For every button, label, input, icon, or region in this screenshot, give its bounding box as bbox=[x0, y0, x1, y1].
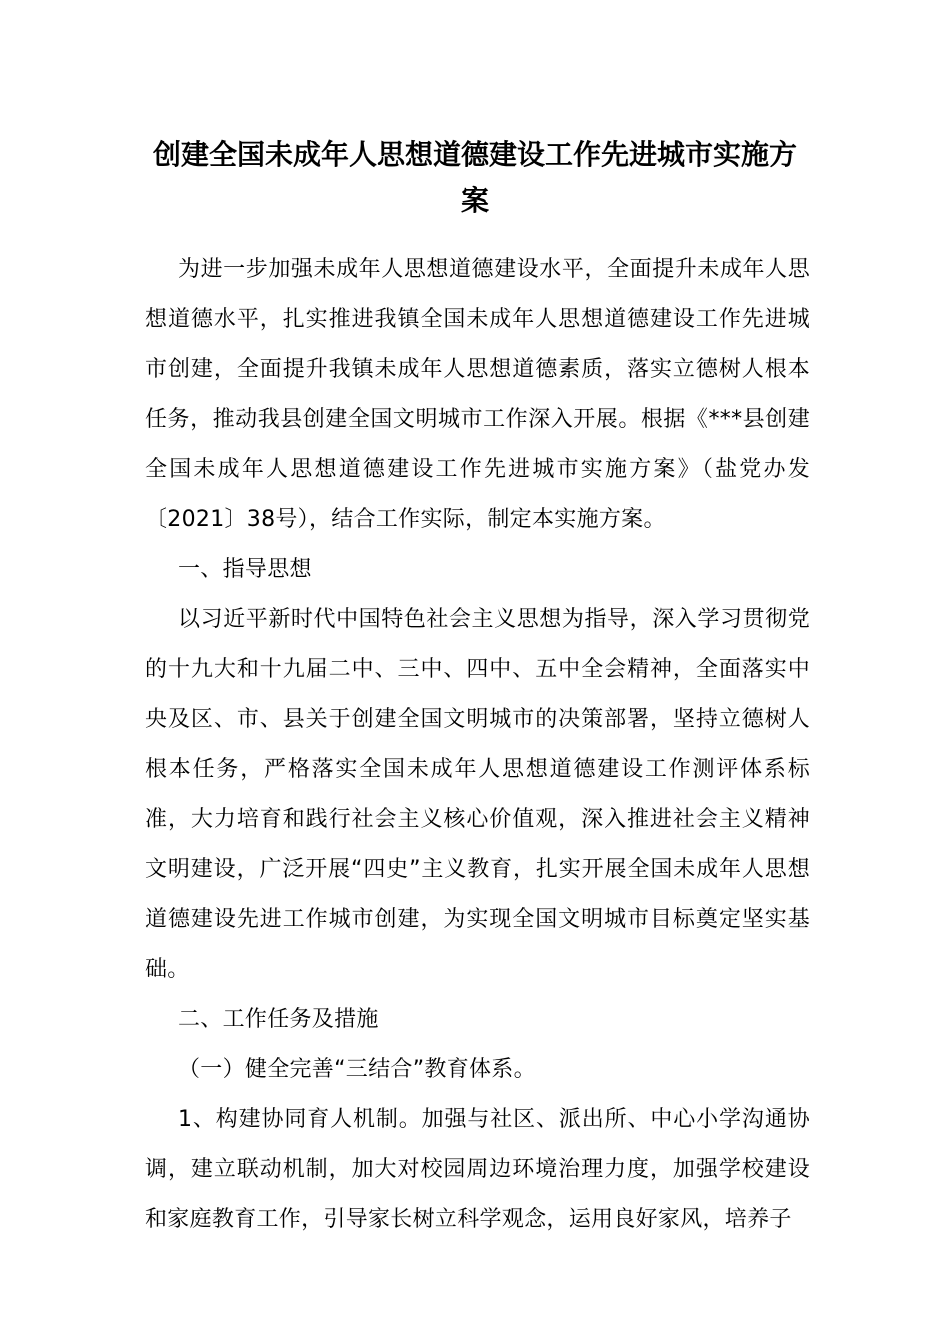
section-heading-2: 二、工作任务及措施 bbox=[178, 1007, 379, 1032]
guiding-thought-paragraph: 以习近平新时代中国特色社会主义思想为指导，深入学习贯彻党的十九大和十九届二中、三中、四中、五中全会精神，全面落实中央及区、市、县关于创建全国文明城市的决策部署，坚持立德树人根本任务，严格落实全国未成年人思想道德建设工作测评体系标准，大力培育和践行社会主义核心价值观，深入推进社会主义精神文明建设，广泛开展“四史”主义教育，扎实开展全国未成年人思想道德建设先进工作城市创建，为实现全国文明城市目标奠定坚实基础。 bbox=[145, 607, 810, 982]
section-heading-1: 一、指导思想 bbox=[178, 557, 312, 582]
intro-paragraph: 为进一步加强未成年人思想道德建设水平，全面提升未成年人思想道德水平，扎实推进我镇全国未成年人思想道德建设工作先进城市创建，全面提升我镇未成年人思想道德素质，落实立德树人根本任务，推动我县创建全国文明城市工作深入开展。根据《***县创建全国未成年人思想道德建设工作先进城市实施方案》（盐党办发〔2021〕38号），结合工作实际，制定本实施方案。 bbox=[145, 257, 810, 532]
item-paragraph-1: 1、构建协同育人机制。加强与社区、派出所、中心小学沟通协调，建立联动机制，加大对校园周边环境治理力度，加强学校建设和家庭教育工作，引导家长树立科学观念，运用良好家风，培养子 bbox=[145, 1107, 810, 1232]
document-body bbox=[145, 245, 810, 1245]
document-title: 创建全国未成年人思想道德建设工作先进城市实施方案 bbox=[152, 138, 797, 217]
subsection-heading-1: （一）健全完善“三结合”教育体系。 bbox=[178, 1057, 536, 1082]
